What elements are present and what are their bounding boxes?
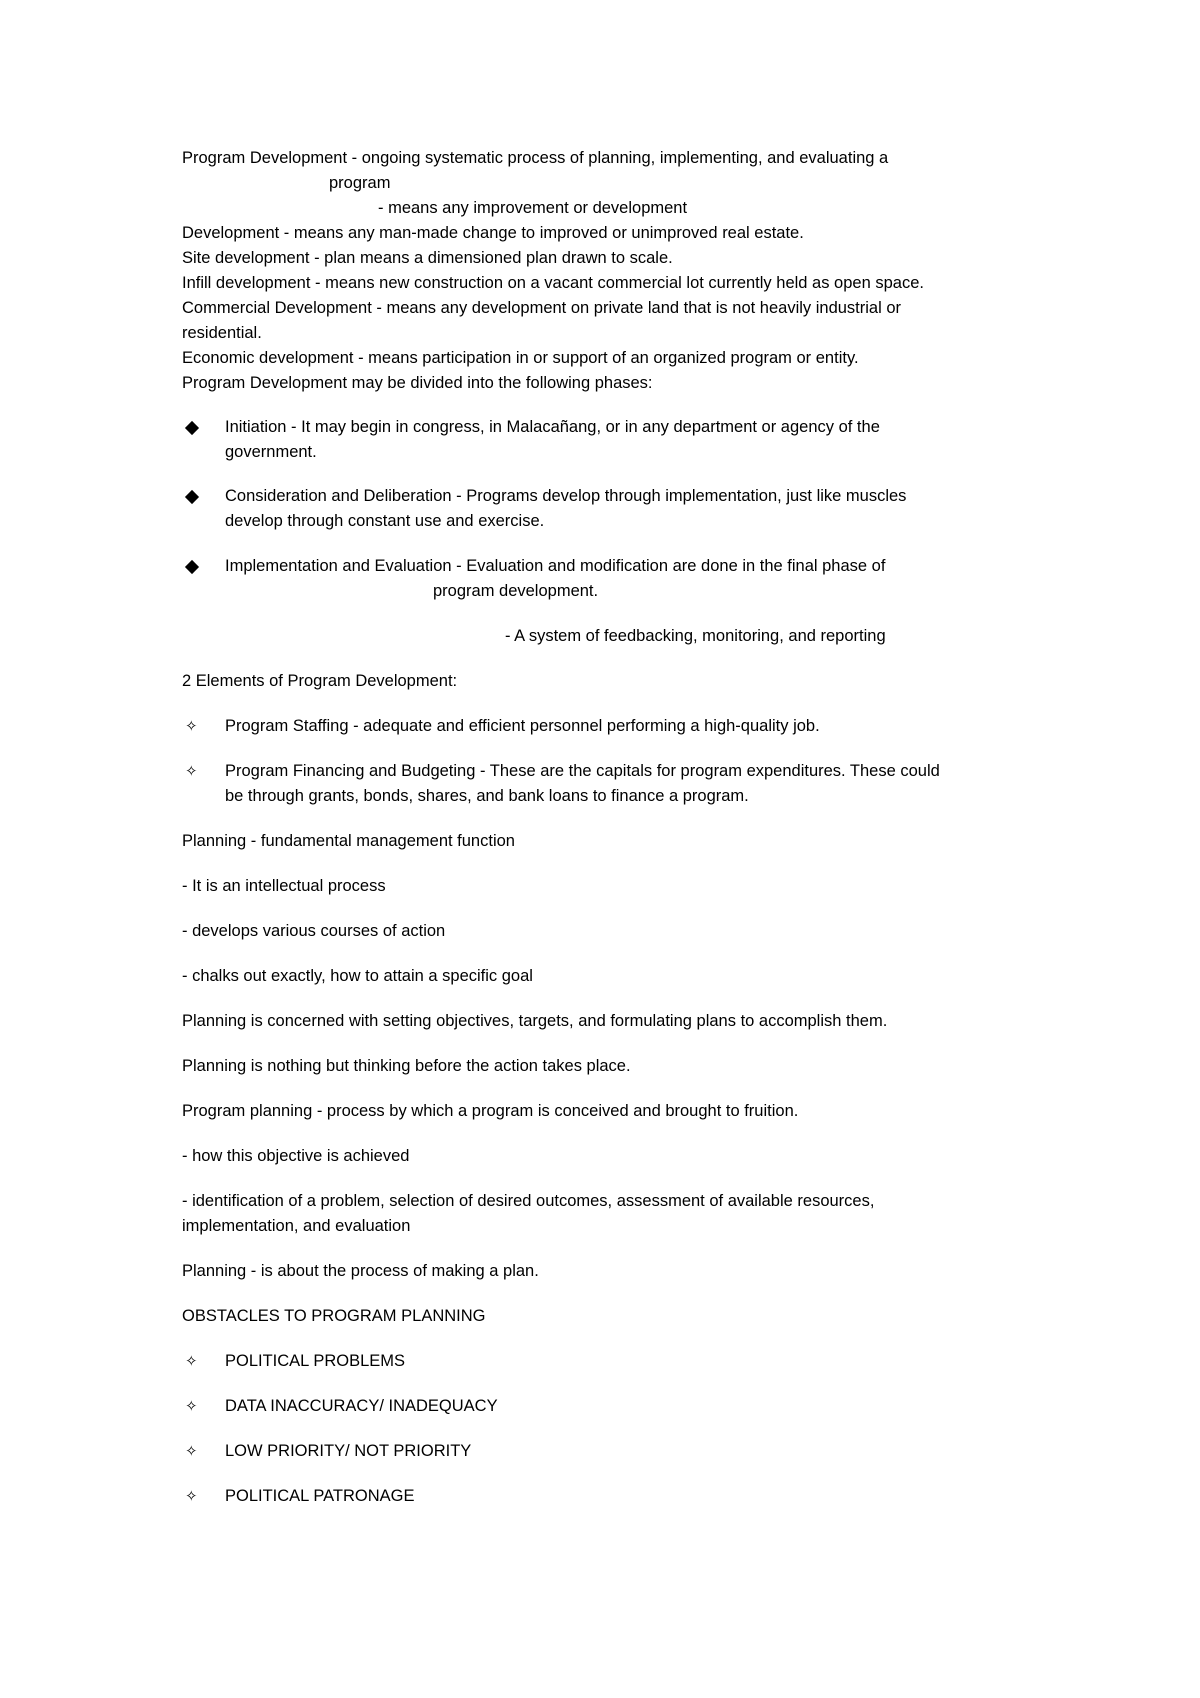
black-diamond-icon (185, 560, 199, 574)
definition-program-development-cont: program (329, 174, 391, 192)
element-financing-line1: Program Financing and Budgeting - These are the capitals for program expenditures. These could (225, 762, 940, 780)
definition-infill-development: Infill development - means new construction on a vacant commercial lot currently held as open space. (182, 274, 924, 292)
black-diamond-icon (185, 421, 199, 435)
planning-definition: Planning - fundamental management function (182, 832, 515, 850)
definition-program-development: Program Development - ongoing systematic process of planning, implementing, and evaluating a (182, 149, 889, 167)
program-planning-identification: - identification of a problem, selection of desired outcomes, assessment of available resources, (182, 1192, 875, 1210)
definition-commercial-development-cont: residential. (182, 324, 262, 342)
definition-site-development: Site development - plan means a dimensioned plan drawn to scale. (182, 249, 673, 267)
obstacles-heading: OBSTACLES TO PROGRAM PLANNING (182, 1307, 486, 1325)
program-planning-identification-cont: implementation, and evaluation (182, 1217, 411, 1235)
definition-commercial-development: Commercial Development - means any development on private land that is not heavily industrial or (182, 299, 902, 317)
definition-development: Development - means any man-made change to improved or unimproved real estate. (182, 224, 804, 242)
program-planning-definition: Program planning - process by which a program is conceived and brought to fruition. (182, 1102, 799, 1120)
phase-consideration-line1: Consideration and Deliberation - Programs develop through implementation, just like muscles (225, 487, 907, 505)
phase-consideration-line2: develop through constant use and exercise. (225, 512, 545, 530)
planning-thinking: Planning is nothing but thinking before the action takes place. (182, 1057, 631, 1075)
four-point-star-icon: ✧ (185, 1352, 198, 1370)
definition-economic-development: Economic development - means participation in or support of an organized program or entity. (182, 349, 859, 367)
four-point-star-icon: ✧ (185, 762, 198, 780)
element-financing-line2: be through grants, bonds, shares, and bank loans to finance a program. (225, 787, 749, 805)
element-staffing-line1: Program Staffing - adequate and efficient personnel performing a high-quality job. (225, 717, 820, 735)
four-point-star-icon: ✧ (185, 1442, 198, 1460)
planning-concerned: Planning is concerned with setting objectives, targets, and formulating plans to accomplish them. (182, 1012, 888, 1030)
planning-point-courses: - develops various courses of action (182, 922, 446, 940)
phase-initiation-line2: government. (225, 443, 317, 461)
phases-intro: Program Development may be divided into the following phases: (182, 374, 653, 392)
four-point-star-icon: ✧ (185, 1397, 198, 1415)
obstacle-item: LOW PRIORITY/ NOT PRIORITY (225, 1442, 472, 1460)
black-diamond-icon (185, 490, 199, 504)
four-point-star-icon: ✧ (185, 717, 198, 735)
obstacle-item: POLITICAL PATRONAGE (225, 1487, 415, 1505)
phase-implementation-line3: - A system of feedbacking, monitoring, and reporting (505, 627, 886, 645)
program-planning-how: - how this objective is achieved (182, 1147, 410, 1165)
phase-implementation-line2: program development. (433, 582, 599, 600)
planning-point-intellectual: - It is an intellectual process (182, 877, 386, 895)
definition-program-development-sub: - means any improvement or development (378, 199, 688, 217)
planning-point-goal: - chalks out exactly, how to attain a specific goal (182, 967, 533, 985)
four-point-star-icon: ✧ (185, 1487, 198, 1505)
phase-implementation-line1: Implementation and Evaluation - Evaluation and modification are done in the final phase of (225, 557, 886, 575)
planning-about: Planning - is about the process of making a plan. (182, 1262, 539, 1280)
elements-heading: 2 Elements of Program Development: (182, 672, 458, 690)
obstacle-item: POLITICAL PROBLEMS (225, 1352, 406, 1370)
phase-initiation-line1: Initiation - It may begin in congress, in Malacañang, or in any department or agency of the (225, 418, 880, 436)
obstacle-item: DATA INACCURACY/ INADEQUACY (225, 1397, 498, 1415)
